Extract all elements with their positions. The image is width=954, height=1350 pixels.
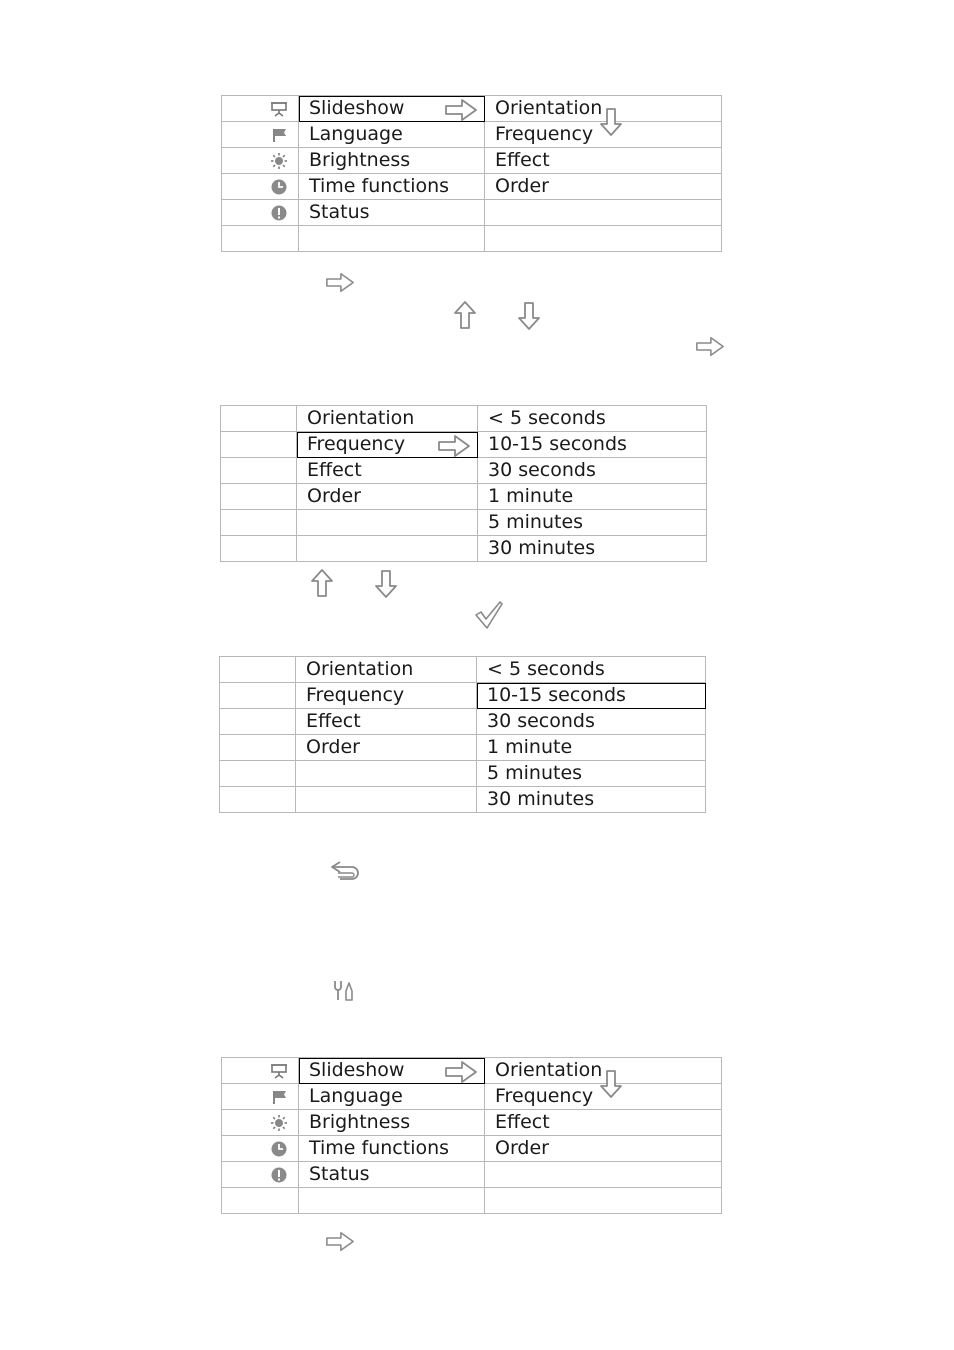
- menu-item-brightness[interactable]: [299, 1110, 485, 1136]
- menu-item-time-functions[interactable]: [299, 1136, 485, 1162]
- time-functions-icon-cell: [222, 1136, 299, 1162]
- option-label: 5 minutes: [488, 511, 584, 533]
- submenu-label: Orientation: [495, 97, 603, 119]
- empty-cell: [221, 406, 297, 432]
- submenu-item-orientation[interactable]: [485, 1058, 722, 1084]
- option-label: 30 minutes: [487, 788, 595, 810]
- language-flag-icon: [272, 1085, 288, 1107]
- status-icon-cell: [222, 200, 299, 226]
- option-label: < 5 seconds: [488, 407, 606, 429]
- empty-cell: [220, 657, 296, 683]
- option-label: 30 seconds: [488, 459, 596, 481]
- menu-item-brightness[interactable]: [299, 148, 485, 174]
- empty-cell: [220, 761, 296, 787]
- submenu-item-effect[interactable]: [296, 709, 477, 735]
- table-row[interactable]: [221, 406, 707, 432]
- slideshow-frequency-selected-table: [219, 656, 706, 813]
- menu-item-time-functions[interactable]: [299, 174, 485, 200]
- option-label: 5 minutes: [487, 762, 583, 784]
- table-row[interactable]: [220, 657, 706, 683]
- empty-cell: [221, 432, 297, 458]
- slideshow-frequency-table: [220, 405, 707, 562]
- frequency-option[interactable]: [477, 735, 706, 761]
- option-label: 10-15 seconds: [488, 433, 627, 455]
- menu-row-empty: [222, 226, 722, 252]
- submenu-item-empty: [485, 1162, 722, 1188]
- submenu-label: Order: [495, 175, 549, 197]
- empty-cell: [296, 787, 477, 813]
- submenu-label: Frequency: [495, 1085, 594, 1107]
- menu-item-label: Status: [309, 201, 370, 223]
- right-arrow-icon: [325, 1231, 355, 1252]
- empty-cell: [221, 484, 297, 510]
- submenu-label: Orientation: [495, 1059, 603, 1081]
- time-functions-icon: [270, 175, 288, 197]
- submenu-item-effect[interactable]: [485, 148, 722, 174]
- frequency-option[interactable]: [478, 432, 707, 458]
- right-arrow-icon: [695, 336, 725, 357]
- menu-row-status[interactable]: [222, 1162, 722, 1188]
- slideshow-icon: [270, 1059, 288, 1081]
- status-info-icon: [270, 1163, 288, 1185]
- submenu-item-frequency[interactable]: [297, 432, 478, 458]
- submenu-label: Effect: [307, 459, 362, 481]
- submenu-item-order[interactable]: [485, 1136, 722, 1162]
- menu-tools-icon: [331, 979, 355, 1003]
- option-label: < 5 seconds: [487, 658, 605, 680]
- submenu-item-effect[interactable]: [485, 1110, 722, 1136]
- menu-row-language[interactable]: [222, 1084, 722, 1110]
- option-label: 30 seconds: [487, 710, 595, 732]
- menu-row-slideshow[interactable]: [222, 96, 722, 122]
- table-row[interactable]: [221, 510, 707, 536]
- empty-cell: [221, 458, 297, 484]
- table-row[interactable]: [221, 458, 707, 484]
- menu-row-slideshow[interactable]: [222, 1058, 722, 1084]
- menu-row-brightness[interactable]: [222, 1110, 722, 1136]
- status-icon-cell: [222, 1162, 299, 1188]
- empty-cell: [220, 787, 296, 813]
- submenu-item-empty: [485, 200, 722, 226]
- right-arrow-icon: [325, 272, 355, 293]
- frequency-option[interactable]: [478, 458, 707, 484]
- submenu-item-orientation[interactable]: [296, 657, 477, 683]
- submenu-label: Order: [307, 485, 361, 507]
- menu-item-label: Slideshow: [309, 97, 405, 119]
- empty-cell: [297, 510, 478, 536]
- empty-cell: [485, 226, 722, 252]
- up-arrow-icon: [453, 300, 477, 330]
- down-arrow-icon: [599, 1068, 623, 1100]
- table-row[interactable]: [220, 709, 706, 735]
- frequency-option[interactable]: [477, 657, 706, 683]
- frequency-option[interactable]: [477, 709, 706, 735]
- submenu-label: Frequency: [495, 123, 594, 145]
- down-arrow-icon: [517, 301, 541, 331]
- empty-cell: [485, 1188, 722, 1214]
- menu-row-empty: [222, 1188, 722, 1214]
- option-label: 30 minutes: [488, 537, 596, 559]
- submenu-label: Orientation: [306, 658, 414, 680]
- menu-row-status[interactable]: [222, 200, 722, 226]
- submenu-label: Order: [495, 1137, 549, 1159]
- submenu-label: Orientation: [307, 407, 415, 429]
- table-row[interactable]: [220, 735, 706, 761]
- table-row[interactable]: [221, 536, 707, 562]
- menu-item-label: Slideshow: [309, 1059, 405, 1081]
- submenu-item-effect[interactable]: [297, 458, 478, 484]
- option-label: 1 minute: [487, 736, 573, 758]
- frequency-option[interactable]: [477, 787, 706, 813]
- down-arrow-icon: [374, 569, 398, 599]
- empty-cell: [220, 709, 296, 735]
- option-label: 10-15 seconds: [487, 684, 626, 706]
- down-arrow-icon: [599, 106, 623, 138]
- submenu-label: Order: [306, 736, 360, 758]
- back-icon: [330, 859, 362, 883]
- menu-item-label: Brightness: [309, 1111, 411, 1133]
- main-menu-table: [221, 95, 722, 252]
- right-arrow-icon: [444, 1060, 478, 1084]
- submenu-item-order[interactable]: [485, 174, 722, 200]
- empty-cell: [220, 683, 296, 709]
- menu-item-slideshow[interactable]: [299, 1058, 485, 1084]
- submenu-label: Effect: [495, 1111, 550, 1133]
- submenu-item-order[interactable]: [296, 735, 477, 761]
- brightness-sun-icon: [270, 149, 288, 171]
- menu-item-label: Brightness: [309, 149, 411, 171]
- brightness-icon-cell: [222, 148, 299, 174]
- empty-cell: [221, 536, 297, 562]
- language-icon-cell: [222, 122, 299, 148]
- table-row[interactable]: [221, 432, 707, 458]
- submenu-item-order[interactable]: [297, 484, 478, 510]
- empty-cell: [221, 510, 297, 536]
- right-arrow-icon: [437, 434, 471, 458]
- menu-item-status[interactable]: [299, 200, 485, 226]
- status-info-icon: [270, 201, 288, 223]
- empty-cell: [299, 1188, 485, 1214]
- frequency-option[interactable]: [478, 536, 707, 562]
- frequency-option[interactable]: [477, 761, 706, 787]
- menu-row-time-functions[interactable]: [222, 1136, 722, 1162]
- empty-cell: [222, 226, 299, 252]
- empty-cell: [297, 536, 478, 562]
- menu-item-label: Language: [309, 123, 403, 145]
- language-flag-icon: [272, 123, 288, 145]
- empty-cell: [222, 1188, 299, 1214]
- table-row[interactable]: [220, 761, 706, 787]
- menu-item-label: Time functions: [309, 1137, 450, 1159]
- menu-row-language[interactable]: [222, 122, 722, 148]
- submenu-label: Effect: [495, 149, 550, 171]
- menu-item-slideshow[interactable]: [299, 96, 485, 122]
- time-functions-icon-cell: [222, 174, 299, 200]
- brightness-sun-icon: [270, 1111, 288, 1133]
- submenu-item-orientation[interactable]: [297, 406, 478, 432]
- empty-cell: [299, 226, 485, 252]
- slideshow-icon: [270, 97, 288, 119]
- submenu-item-frequency[interactable]: [296, 683, 477, 709]
- frequency-option[interactable]: [478, 484, 707, 510]
- menu-row-time-functions[interactable]: [222, 174, 722, 200]
- frequency-option[interactable]: [478, 406, 707, 432]
- menu-item-label: Time functions: [309, 175, 450, 197]
- checkmark-icon: [474, 600, 504, 630]
- menu-row-brightness[interactable]: [222, 148, 722, 174]
- submenu-label: Frequency: [306, 684, 405, 706]
- slideshow-icon-cell: [222, 1058, 299, 1084]
- frequency-option-selected[interactable]: [477, 683, 706, 709]
- menu-item-label: Status: [309, 1163, 370, 1185]
- menu-item-language[interactable]: [299, 122, 485, 148]
- menu-item-language[interactable]: [299, 1084, 485, 1110]
- table-row[interactable]: [220, 683, 706, 709]
- right-arrow-icon: [444, 98, 478, 122]
- submenu-label: Frequency: [307, 433, 406, 455]
- frequency-option[interactable]: [478, 510, 707, 536]
- empty-cell: [220, 735, 296, 761]
- time-functions-icon: [270, 1137, 288, 1159]
- brightness-icon-cell: [222, 1110, 299, 1136]
- empty-cell: [296, 761, 477, 787]
- slideshow-icon-cell: [222, 96, 299, 122]
- table-row[interactable]: [221, 484, 707, 510]
- table-row[interactable]: [220, 787, 706, 813]
- submenu-item-orientation[interactable]: [485, 96, 722, 122]
- up-arrow-icon: [310, 568, 334, 598]
- submenu-label: Effect: [306, 710, 361, 732]
- language-icon-cell: [222, 1084, 299, 1110]
- main-menu-table: [221, 1057, 722, 1214]
- menu-item-label: Language: [309, 1085, 403, 1107]
- menu-item-status[interactable]: [299, 1162, 485, 1188]
- option-label: 1 minute: [488, 485, 574, 507]
